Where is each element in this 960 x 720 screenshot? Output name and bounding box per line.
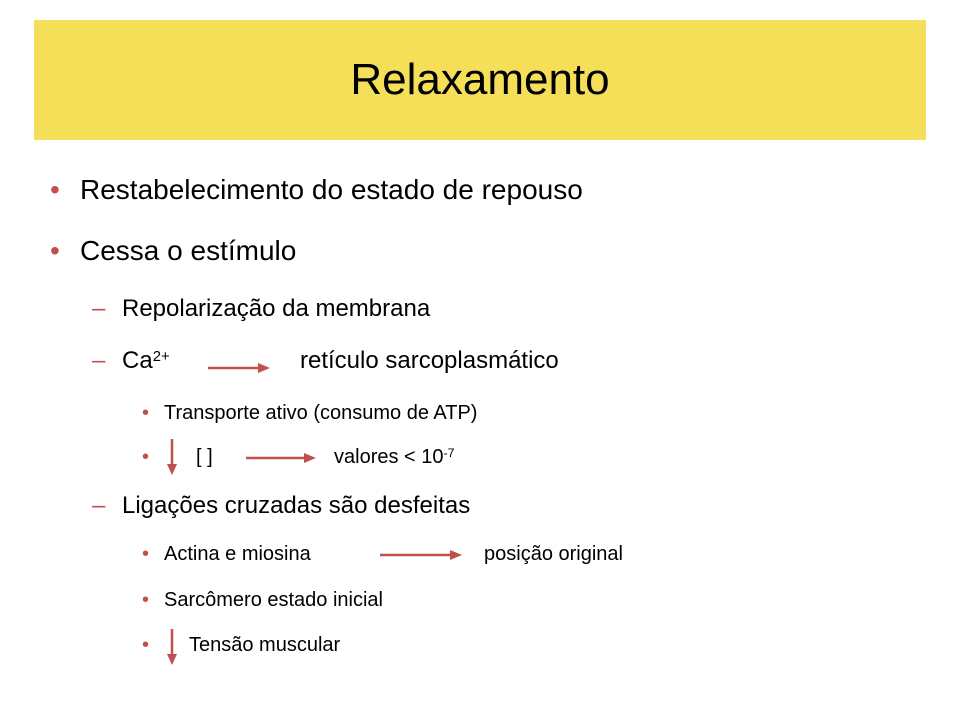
subbullet-text: Repolarização da membrana xyxy=(122,295,431,322)
slide-title: Relaxamento xyxy=(350,55,610,104)
item-target: posição original xyxy=(484,543,623,565)
item-text: Transporte ativo (consumo de ATP) xyxy=(164,402,478,424)
right-arrow-icon xyxy=(380,548,462,562)
bullet-cessa-estimulo xyxy=(50,235,297,266)
dash-marker: – xyxy=(92,492,106,519)
subbullet-text: Ligações cruzadas são desfeitas xyxy=(122,492,471,519)
subbullet-calcium xyxy=(92,347,170,374)
item-text: Tensão muscular xyxy=(189,634,341,656)
bullet-marker: • xyxy=(142,634,150,656)
concentration-brackets: [ ] xyxy=(196,446,213,468)
item-actina-miosina xyxy=(142,543,311,565)
subbullet-repolarizacao xyxy=(92,295,431,322)
calcium-ion: Ca xyxy=(122,347,153,374)
bullet-marker: • xyxy=(142,446,150,468)
bullet-text: Cessa o estímulo xyxy=(80,235,297,266)
title-band xyxy=(34,20,926,140)
down-arrow-icon xyxy=(166,629,178,665)
dash-marker: – xyxy=(92,295,106,322)
bullet-restabelecimento xyxy=(50,174,583,205)
item-transporte-ativo xyxy=(142,402,478,424)
item-sarcomero xyxy=(142,589,383,611)
dash-marker: – xyxy=(92,347,106,374)
right-arrow-icon xyxy=(246,451,316,465)
down-arrow-icon xyxy=(166,439,178,475)
right-arrow-icon xyxy=(208,361,270,375)
bullet-marker: • xyxy=(50,174,60,205)
bullet-marker: • xyxy=(50,235,60,266)
bullet-text: Restabelecimento do estado de repouso xyxy=(80,174,583,205)
calcium-charge: 2+ xyxy=(152,349,170,366)
subbullet-ligacoes xyxy=(92,492,471,519)
bullet-marker: • xyxy=(142,543,150,565)
calcium-target: retículo sarcoplasmático xyxy=(300,347,559,374)
item-text: Actina e miosina xyxy=(164,543,311,565)
exponent: -7 xyxy=(443,446,455,461)
bullet-marker: • xyxy=(142,402,150,424)
concentration-value: valores < $10^{-7}$ xyxy=(334,446,455,468)
bullet-marker: • xyxy=(142,589,150,611)
item-text: Sarcômero estado inicial xyxy=(164,589,383,611)
